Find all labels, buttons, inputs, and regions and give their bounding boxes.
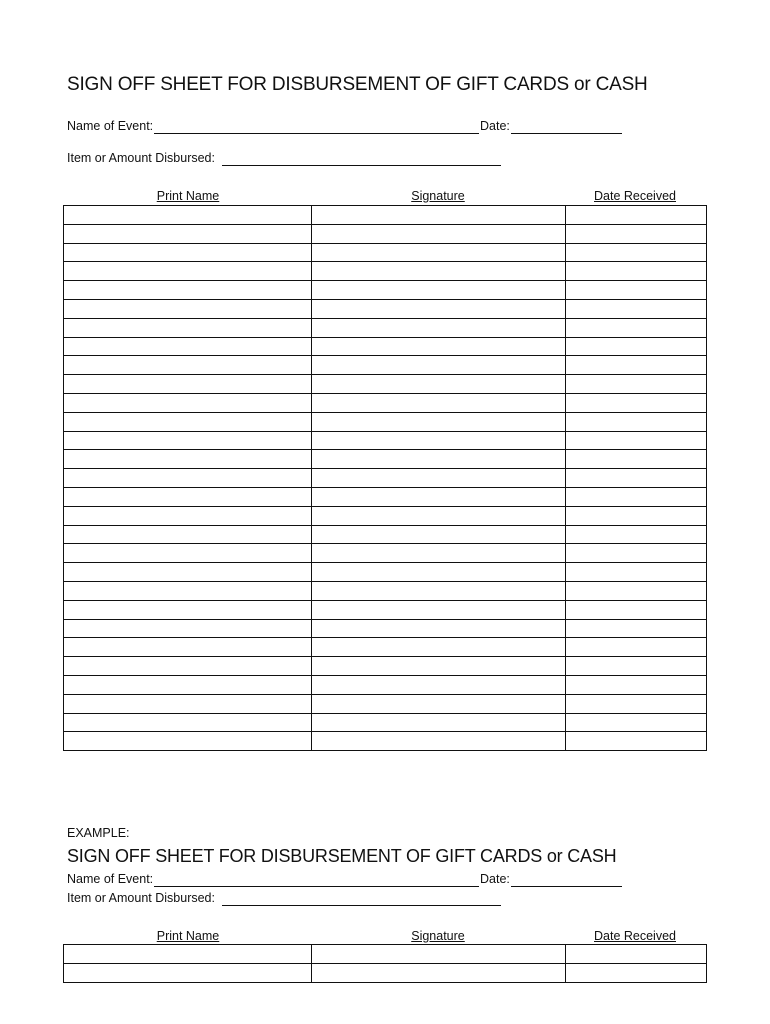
table-row [64,487,707,506]
print-name-cell[interactable] [64,337,312,356]
table-row [64,563,707,582]
date-received-cell[interactable] [566,356,707,375]
example-signature-cell[interactable] [312,945,566,964]
table-row [64,581,707,600]
print-name-cell[interactable] [64,450,312,469]
table-row [64,619,707,638]
signature-cell[interactable] [312,299,566,318]
example-form-title: SIGN OFF SHEET FOR DISBURSEMENT OF GIFT CARDS or CASH [67,846,617,866]
date-received-cell[interactable] [566,487,707,506]
signature-cell[interactable] [312,713,566,732]
date-received-cell[interactable] [566,600,707,619]
signature-cell[interactable] [312,337,566,356]
example-date-field[interactable] [511,886,622,887]
date-received-cell[interactable] [566,206,707,225]
signature-cell[interactable] [312,544,566,563]
print-name-cell[interactable] [64,638,312,657]
table-row [64,675,707,694]
signature-cell[interactable] [312,525,566,544]
date-received-cell[interactable] [566,694,707,713]
example-date-label: Date: [480,872,510,886]
signature-cell[interactable] [312,243,566,262]
table-row [64,224,707,243]
print-name-cell[interactable] [64,262,312,281]
example-item-amount-field[interactable] [222,905,501,906]
item-amount-field[interactable] [222,165,501,166]
example-signature-cell[interactable] [312,964,566,983]
date-received-cell[interactable] [566,337,707,356]
column-header-date-received: Date Received [594,189,676,203]
print-name-cell[interactable] [64,694,312,713]
print-name-cell[interactable] [64,356,312,375]
print-name-cell[interactable] [64,318,312,337]
signature-cell[interactable] [312,356,566,375]
signature-cell[interactable] [312,563,566,582]
date-received-cell[interactable] [566,243,707,262]
date-received-cell[interactable] [566,675,707,694]
signature-cell[interactable] [312,694,566,713]
example-table-row [64,945,707,964]
signature-cell[interactable] [312,469,566,488]
date-received-cell[interactable] [566,619,707,638]
signature-cell[interactable] [312,657,566,676]
print-name-cell[interactable] [64,563,312,582]
table-row [64,525,707,544]
signature-cell[interactable] [312,638,566,657]
table-row [64,337,707,356]
date-field[interactable] [511,133,622,134]
table-row [64,713,707,732]
signature-cell[interactable] [312,318,566,337]
table-row [64,431,707,450]
signature-cell[interactable] [312,600,566,619]
date-received-cell[interactable] [566,506,707,525]
example-table-row [64,964,707,983]
example-print-name-cell[interactable] [64,945,312,964]
example-signoff-table-body [64,945,707,983]
date-received-cell[interactable] [566,224,707,243]
date-received-cell[interactable] [566,262,707,281]
print-name-cell[interactable] [64,281,312,300]
signature-cell[interactable] [312,506,566,525]
signature-cell[interactable] [312,393,566,412]
table-row [64,506,707,525]
date-received-cell[interactable] [566,393,707,412]
table-row [64,262,707,281]
table-row [64,281,707,300]
example-item-amount-label: Item or Amount Disbursed: [67,891,215,905]
table-row [64,318,707,337]
print-name-cell[interactable] [64,243,312,262]
date-received-cell[interactable] [566,563,707,582]
signature-cell[interactable] [312,412,566,431]
print-name-cell[interactable] [64,224,312,243]
print-name-cell[interactable] [64,375,312,394]
print-name-cell[interactable] [64,506,312,525]
date-received-cell[interactable] [566,375,707,394]
item-amount-label: Item or Amount Disbursed: [67,151,215,165]
signature-cell[interactable] [312,675,566,694]
table-row [64,206,707,225]
print-name-cell[interactable] [64,581,312,600]
signature-cell[interactable] [312,206,566,225]
date-received-cell[interactable] [566,412,707,431]
example-signoff-table [63,944,707,983]
print-name-cell[interactable] [64,713,312,732]
table-row [64,243,707,262]
table-row [64,732,707,751]
example-print-name-cell[interactable] [64,964,312,983]
print-name-cell[interactable] [64,487,312,506]
date-received-cell[interactable] [566,450,707,469]
date-received-cell[interactable] [566,318,707,337]
print-name-cell[interactable] [64,675,312,694]
example-heading: EXAMPLE: [67,826,130,840]
date-received-cell[interactable] [566,525,707,544]
event-name-label: Name of Event: [67,119,154,133]
signature-cell[interactable] [312,281,566,300]
signature-cell[interactable] [312,262,566,281]
print-name-cell[interactable] [64,600,312,619]
column-header-signature: Signature [411,189,465,203]
date-received-cell[interactable] [566,638,707,657]
example-date-received-cell[interactable] [566,964,707,983]
print-name-cell[interactable] [64,393,312,412]
example-column-header-date-received: Date Received [594,929,676,943]
column-header-print-name: Print Name [156,189,220,203]
example-event-name-label: Name of Event: [67,872,154,886]
signoff-table-body [64,206,707,751]
table-row [64,356,707,375]
date-received-cell[interactable] [566,713,707,732]
form-title: SIGN OFF SHEET FOR DISBURSEMENT OF GIFT CARDS or CASH [67,74,648,95]
date-received-cell[interactable] [566,431,707,450]
table-row [64,412,707,431]
table-row [64,469,707,488]
date-received-cell[interactable] [566,581,707,600]
date-received-cell[interactable] [566,732,707,751]
example-date-received-cell[interactable] [566,945,707,964]
signature-cell[interactable] [312,581,566,600]
example-event-name-field[interactable] [154,886,479,887]
example-column-header-signature: Signature [411,929,465,943]
table-row [64,600,707,619]
date-received-cell[interactable] [566,281,707,300]
print-name-cell[interactable] [64,525,312,544]
table-row [64,393,707,412]
table-row [64,450,707,469]
signature-cell[interactable] [312,224,566,243]
table-row [64,375,707,394]
date-label: Date: [480,119,510,133]
print-name-cell[interactable] [64,431,312,450]
signature-cell[interactable] [312,375,566,394]
signature-cell[interactable] [312,450,566,469]
print-name-cell[interactable] [64,732,312,751]
print-name-cell[interactable] [64,469,312,488]
table-row [64,638,707,657]
print-name-cell[interactable] [64,544,312,563]
print-name-cell[interactable] [64,299,312,318]
signature-cell[interactable] [312,619,566,638]
example-column-header-print-name: Print Name [156,929,220,943]
table-row [64,657,707,676]
table-row [64,694,707,713]
print-name-cell[interactable] [64,657,312,676]
date-received-cell[interactable] [566,299,707,318]
table-row [64,544,707,563]
print-name-cell[interactable] [64,619,312,638]
date-received-cell[interactable] [566,657,707,676]
signature-cell[interactable] [312,487,566,506]
print-name-cell[interactable] [64,206,312,225]
signature-cell[interactable] [312,431,566,450]
table-row [64,299,707,318]
date-received-cell[interactable] [566,544,707,563]
print-name-cell[interactable] [64,412,312,431]
event-name-field[interactable] [154,133,479,134]
signoff-table [63,205,707,751]
signature-cell[interactable] [312,732,566,751]
date-received-cell[interactable] [566,469,707,488]
